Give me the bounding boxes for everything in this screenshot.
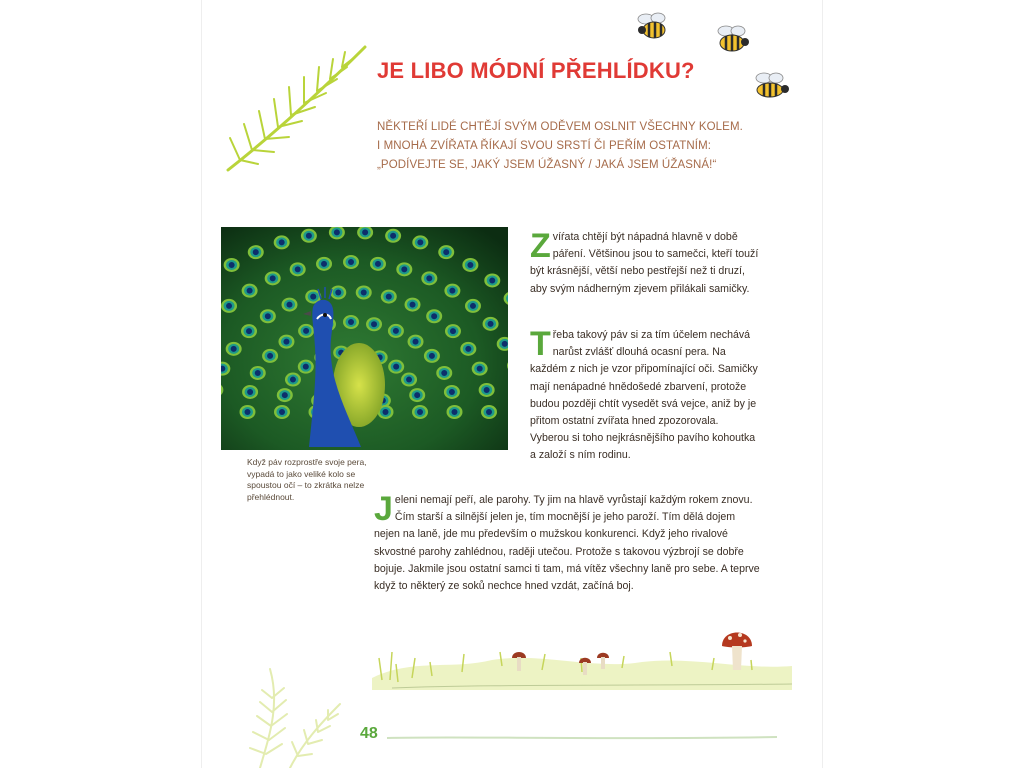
- mushroom-icon: [720, 628, 754, 672]
- tail-eyespot: [393, 328, 399, 334]
- intro-line: „PODÍVEJTE SE, JAKÝ JSEM ÚŽASNÝ / JAKÁ JSEM ÚŽASNÁ!“: [377, 159, 717, 171]
- tail-eyespot: [321, 261, 327, 267]
- tail-eyespot: [290, 377, 296, 383]
- bee-icon: [634, 10, 674, 46]
- tail-eyespot: [467, 262, 473, 268]
- fern-icon: [240, 664, 350, 768]
- paragraph: [530, 229, 760, 298]
- drop-cap: T: [530, 325, 551, 363]
- tail-eyespot: [310, 294, 316, 300]
- tail-eyespot: [450, 328, 456, 334]
- tail-eyespot: [335, 290, 341, 296]
- tail-eyespot: [361, 290, 367, 296]
- page-number: 48: [360, 725, 378, 742]
- tail-eyespot: [441, 370, 447, 376]
- tail-eyespot: [303, 328, 309, 334]
- tail-eyespot: [371, 321, 377, 327]
- tail-eyespot: [375, 261, 381, 267]
- paragraph-text: eleni nemají peří, ale parohy. Ty jim na hlavě vyrůstají každým rokem znovu. Čím starší a silnější jelen je, tím mocnější je jeho paroží. Tím dělá dojem nejen na laně, jde mu především o mužskou konkurenci. Když jeho rivalové skvostné parohy zahlédnou, raději utečou. Protože s takovou výzbrojí se dobře bojuje. Jakmile jsou ostatní samci ti tam, má vítěz všechny laně pro sebe. A teprve když to některý ze soků nechce hned vzdát, začíná boj.: [374, 494, 760, 593]
- tail-eyespot: [426, 275, 432, 281]
- book-page: [202, 0, 822, 768]
- tail-eyespot: [282, 392, 288, 398]
- tail-eyespot: [246, 328, 252, 334]
- drop-cap: J: [374, 490, 393, 528]
- tail-eyespot: [449, 288, 455, 294]
- bee-icon: [750, 70, 792, 104]
- tail-eyespot: [303, 364, 309, 370]
- tail-eyespot: [386, 294, 392, 300]
- tail-eyespot: [226, 303, 232, 309]
- tail-eyespot: [414, 392, 420, 398]
- paragraph: [374, 492, 760, 595]
- tail-eyespot: [410, 302, 416, 308]
- mushroom-icon: [577, 654, 593, 678]
- tail-eyespot: [253, 249, 259, 255]
- paragraph: [530, 327, 760, 465]
- tail-eyespot: [486, 409, 492, 415]
- tail-eyespot: [306, 233, 312, 239]
- tail-eyespot: [406, 377, 412, 383]
- tail-eyespot: [465, 346, 471, 352]
- paragraph-text: řeba takový páv si za tím účelem nechává narůst zvlášť dlouhá ocasní pera. Na každém z nich je vzor připomínající oči. Samičky mají nenápadné hnědošedé zbarvení, protože budou později chtít vysedět svá vejce, aniž by je přitom ostatní zvířata hned zpozorovala. Vyberou si toho nejkrásnějšího pavího kohoutka a založí s ním rodinu.: [530, 329, 758, 462]
- photo-caption: Když páv rozprostře svoje pera, vypadá to jako veliké kolo se spoustou očí – to zkrátka nelze přehlédnout.: [247, 457, 367, 502]
- peacock-illustration: [221, 227, 508, 450]
- footer-line: [387, 734, 777, 742]
- tail-eyespot: [255, 370, 261, 376]
- tail-eyespot: [443, 249, 449, 255]
- tail-eyespot: [413, 339, 419, 345]
- tail-eyespot: [484, 387, 490, 393]
- tail-eyespot: [334, 229, 340, 235]
- mushroom-icon: [596, 650, 610, 672]
- page-title: JE LIBO MÓDNÍ PŘEHLÍDKU?: [377, 58, 695, 83]
- peacock-photo: [221, 227, 508, 450]
- tail-eyespot: [229, 262, 235, 268]
- tail-eyespot: [231, 346, 237, 352]
- tail-eyespot: [247, 389, 253, 395]
- bee-icon: [712, 22, 752, 58]
- tail-eyespot: [383, 409, 389, 415]
- tail-eyespot: [502, 341, 508, 347]
- tail-eyespot: [362, 229, 368, 235]
- intro-line: NĚKTEŘÍ LIDÉ CHTĚJÍ SVÝM ODĚVEM OSLNIT VŠECHNY KOLEM.: [377, 121, 743, 133]
- tail-eyespot: [452, 409, 458, 415]
- tail-eyespot: [348, 259, 354, 265]
- tail-eyespot: [429, 353, 435, 359]
- tail-eyespot: [489, 277, 495, 283]
- tail-eyespot: [417, 409, 423, 415]
- tail-eyespot: [247, 288, 253, 294]
- tail-eyespot: [295, 266, 301, 272]
- tail-eyespot: [348, 319, 354, 325]
- tail-eyespot: [286, 302, 292, 308]
- tail-eyespot: [401, 266, 407, 272]
- tail-eyespot: [283, 339, 289, 345]
- paragraph-text: víŕata chtějí být nápadná hlavně v době páření. Většinou jsou to samečci, kteří touží být krásnější, větší nebo pestřejší než ti druzí, aby svým nádherným zjevem přilákali samičky.: [530, 231, 759, 295]
- intro-text: [377, 118, 743, 175]
- tail-eyespot: [417, 239, 423, 245]
- tail-eyespot: [393, 364, 399, 370]
- tail-eyespot: [431, 313, 437, 319]
- tail-eyespot: [279, 409, 285, 415]
- tail-eyespot: [279, 239, 285, 245]
- tail-eyespot: [267, 353, 273, 359]
- tail-eyespot: [390, 233, 396, 239]
- tail-eyespot: [270, 275, 276, 281]
- tail-eyespot: [470, 303, 476, 309]
- tail-eyespot: [265, 313, 271, 319]
- tail-eyespot: [477, 366, 483, 372]
- mushroom-icon: [510, 648, 528, 674]
- tail-eyespot: [488, 321, 494, 327]
- tail-eyespot: [245, 409, 251, 415]
- tail-eyespot: [449, 389, 455, 395]
- intro-line: I MNOHÁ ZVÍŘATA ŘÍKAJÍ SVOU SRSTÍ ČI PEŘÍM OSTATNÍM:: [377, 140, 712, 152]
- drop-cap: Z: [530, 227, 551, 265]
- fern-icon: [220, 42, 370, 174]
